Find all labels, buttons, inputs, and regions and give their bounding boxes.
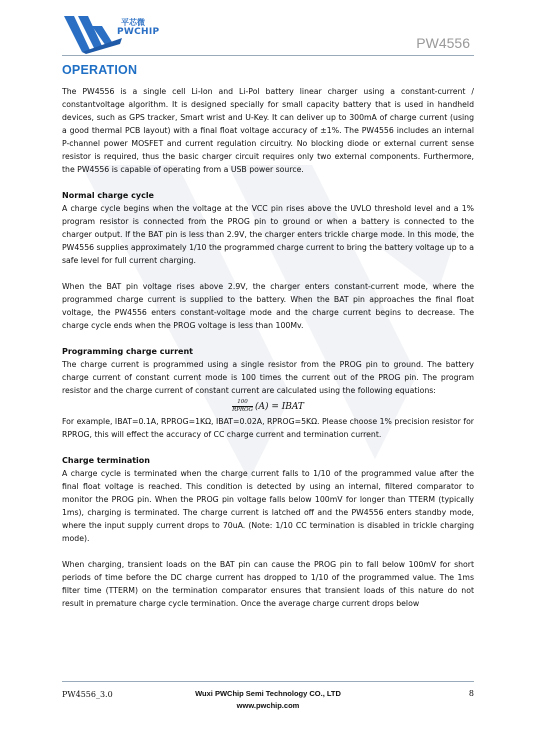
footer-divider (62, 681, 474, 682)
equation-numerator: 100 (232, 399, 253, 407)
programming-paragraph-2: For example, IBAT=0.1A, RPROG=1KΩ, IBAT=0.02A, RPROG=5KΩ. Please choose 1% precision resistor for RPROG, this will effect the accuracy of CC charge current and termination current. (62, 417, 474, 439)
equation-rhs: (A) = IBAT (254, 402, 304, 412)
model-number: PW4556 (416, 35, 470, 51)
normal-charge-heading: Normal charge cycle (62, 191, 154, 200)
programming-heading: Programming charge current (62, 347, 193, 356)
logo-english-text: PWCHIP (117, 27, 160, 37)
charge-current-equation (62, 399, 474, 414)
termination-heading: Charge termination (62, 456, 150, 465)
website-link[interactable]: www.pwchip.com (236, 701, 300, 710)
page-header (0, 0, 536, 62)
company-name: Wuxi PWChip Semi Technology CO., LTD (195, 689, 341, 698)
programming-paragraph-1: The charge current is programmed using a single resistor from the PROG pin to ground. The battery charge current of constant current mode is 100 times the current out of the PROG pin. The program resistor and the charge current of constant current are calculated using the following equations: (62, 360, 474, 395)
termination-paragraph-1: A charge cycle is terminated when the charge current falls to 1/10 of the programmed value after the final float voltage is reached. This condition is detected by using an internal, filtered comparator to monitor the PROG pin. When the PROG pin voltage falls below 100mV for longer than TTERM (typically 1ms), charging is terminated. The charge current is latched off and the PW4556 enters standby mode, where the input supply current drops to 70uA. (Note: 1/10 CC termination is disabled in trickle charging mode). (62, 469, 474, 543)
logo-chinese-text: 平芯微 (121, 18, 145, 27)
equation-fraction (232, 399, 253, 414)
page-number: 8 (468, 689, 474, 698)
equation-denominator: RPROG (232, 407, 253, 413)
header-divider (62, 55, 474, 56)
document-id: PW4556_3.0 (62, 690, 113, 699)
termination-paragraph-2: When charging, transient loads on the BAT pin can cause the PROG pin to fall below 100mV for short periods of time before the DC charge current has dropped to 1/10 of the programmed value. The 1ms filter time (TTERM) on the termination comparator ensures that transient loads of this nature do not result in premature charge cycle termination. Once the average charge current drops below (62, 560, 474, 608)
normal-charge-paragraph-1: A charge cycle begins when the voltage at the VCC pin rises above the UVLO threshold level and a 1% program resistor is connected from the PROG pin to ground or when a battery is connected to the charger output. If the BAT pin is less than 2.9V, the charger enters trickle charge mode. In this mode, the PW4556 supplies approximately 1/10 the programmed charge current to bring the battery voltage up to a safe level for full current charging. (62, 204, 474, 265)
pwchip-logo-icon (62, 12, 122, 56)
normal-charge-paragraph-2: When the BAT pin voltage rises above 2.9V, the charger enters constant-current mode, where the programmed charge current is supplied to the battery. When the BAT pin approaches the final float voltage, the PW4556 enters constant-voltage mode and the charge current begins to decrease. The charge cycle ends when the PROG voltage is less than 100Mv. (62, 282, 474, 330)
intro-paragraph: The PW4556 is a single cell Li-Ion and Li-Pol battery linear charger using a constant-current / constantvoltage algorithm. It is designed specially for small capacity battery that is used in handheld devices, such as GPS tracker, Smart wrist and U-Key. It can deliver up to 300mA of charge current (using a good thermal PCB layout) with a final float voltage accuracy of ±1%. The PW4556 includes an internal P-channel power MOSFET and current regulation circuitry. No blocking diode or external current sense resistor is required, thus the basic charger circuit requires only two external components. Furthermore, the PW4556 is capable of operating from a USB power source. (62, 87, 474, 174)
section-title: OPERATION (62, 63, 138, 77)
main-content (62, 64, 474, 610)
footer-company-block (0, 688, 536, 712)
